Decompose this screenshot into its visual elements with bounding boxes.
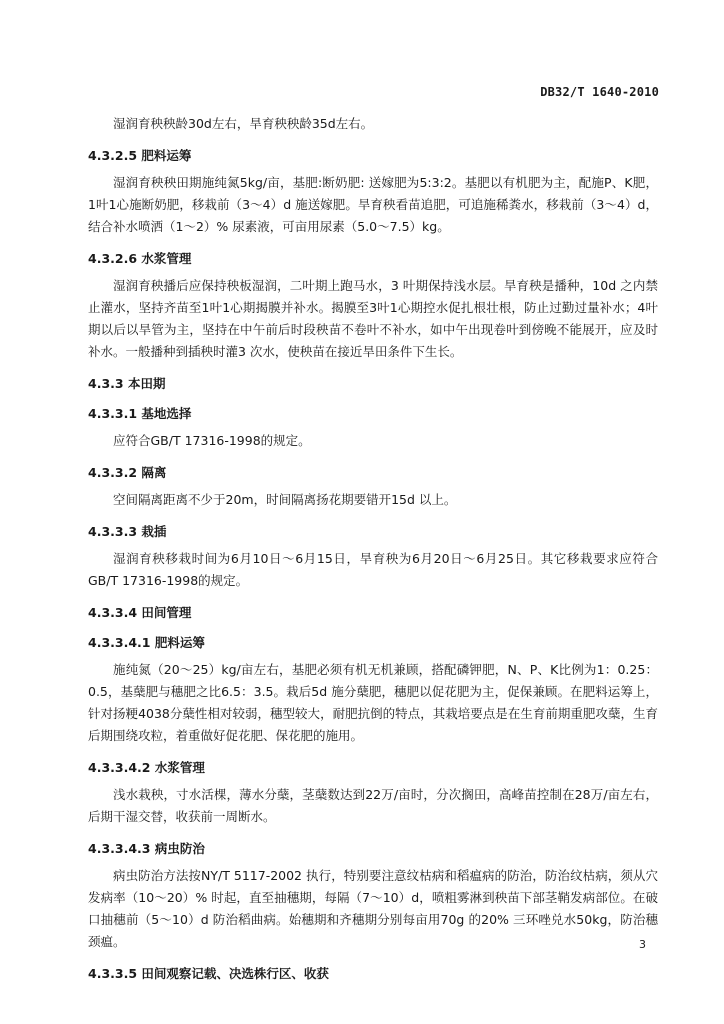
section-heading: 4.3.3.4.3 病虫防治 xyxy=(88,841,205,856)
standard-code: DB32/T 1640-2010 xyxy=(540,85,659,99)
section-heading: 4.3.3.1 基地选择 xyxy=(88,406,192,421)
paragraph: 施纯氮（20～25）kg/亩左右，基肥必须有机无机兼顾，搭配磷钾肥，N、P、K比例为1：0.25：0.5，基蘖肥与穗肥之比6.5：3.5。栽后5d 施分蘖肥，穗肥以促花肥为主，促保兼顾。在肥料运筹上，针对扬粳4038分蘖性相对较弱，穗型较大，耐肥抗倒的特点，其栽培要点是在生育前期重肥攻蘖，生育后期围绕攻粒，着重做好促花肥、保花肥的施用。 xyxy=(88,662,658,743)
section-heading: 4.3.3.5 田间观察记载、决选株行区、收获 xyxy=(88,966,329,981)
paragraph: 湿润育秧移栽时间为6月10日～6月15日，旱育秧为6月20日～6月25日。其它移栽要求应符合GB/T 17316-1998的规定。 xyxy=(88,551,658,588)
paragraph: 空间隔离距离不少于20m，时间隔离扬花期要错开15d 以上。 xyxy=(113,492,457,507)
page-number: 3 xyxy=(639,938,646,951)
paragraph: 病虫防治方法按NY/T 5117-2002 执行，特别要注意纹枯病和稻瘟病的防治，防治纹枯病，须从穴发病率（10～20）% 时起，直至抽穗期，每隔（7～10）d，喷粗雾淋到秧苗下部茎鞘发病部位。在破口抽穗前（5～10）d 防治稻曲病。始穗期和齐穗期分别每亩用70g 的20% 三环唑兑水50kg，防治穗颈瘟。 xyxy=(88,868,658,949)
section-heading: 4.3.3.3 栽插 xyxy=(88,524,167,539)
section-heading: 4.3.3.4.2 水浆管理 xyxy=(88,760,205,775)
section-heading: 4.3.2.5 肥料运筹 xyxy=(88,148,192,163)
paragraph: 应符合GB/T 17316-1998的规定。 xyxy=(113,433,311,448)
section-heading: 4.3.3 本田期 xyxy=(88,376,166,391)
document-body xyxy=(88,113,658,983)
section-heading: 4.3.2.6 水浆管理 xyxy=(88,251,192,266)
paragraph: 湿润育秧秧龄30d左右，旱育秧秧龄35d左右。 xyxy=(113,116,374,131)
paragraph: 湿润育秧播后应保持秧板湿润，二叶期上跑马水，3 叶期保持浅水层。旱育秧是播种，10d 之内禁止灌水，坚持齐苗至1叶1心期揭膜并补水。揭膜至3叶1心期控水促扎根壮根，防止过勤过量补水；4叶期以后以旱管为主，坚持在中午前后时段秧苗不卷叶不补水，如中午出现卷叶到傍晚不能展开，应及时补水。一般播种到插秧时灌3 次水，使秧苗在接近旱田条件下生长。 xyxy=(88,278,658,359)
section-heading: 4.3.3.4 田间管理 xyxy=(88,605,192,620)
paragraph: 浅水栽秧，寸水活棵，薄水分蘖，茎蘖数达到22万/亩时，分次搁田，高峰苗控制在28万/亩左右，后期干湿交替，收获前一周断水。 xyxy=(88,787,658,824)
section-heading: 4.3.3.2 隔离 xyxy=(88,465,167,480)
section-heading: 4.3.3.4.1 肥料运筹 xyxy=(88,635,205,650)
paragraph: 湿润育秧秧田期施纯氮5kg/亩，基肥:断奶肥: 送嫁肥为5:3:2。基肥以有机肥为主，配施P、K肥，1叶1心施断奶肥，移栽前（3～4）d 施送嫁肥。旱育秧看苗追肥，可追施稀粪水，移栽前（3～4）d，结合补水喷洒（1～2）% 尿素液，可亩用尿素（5.0～7.5）kg。 xyxy=(88,175,658,234)
